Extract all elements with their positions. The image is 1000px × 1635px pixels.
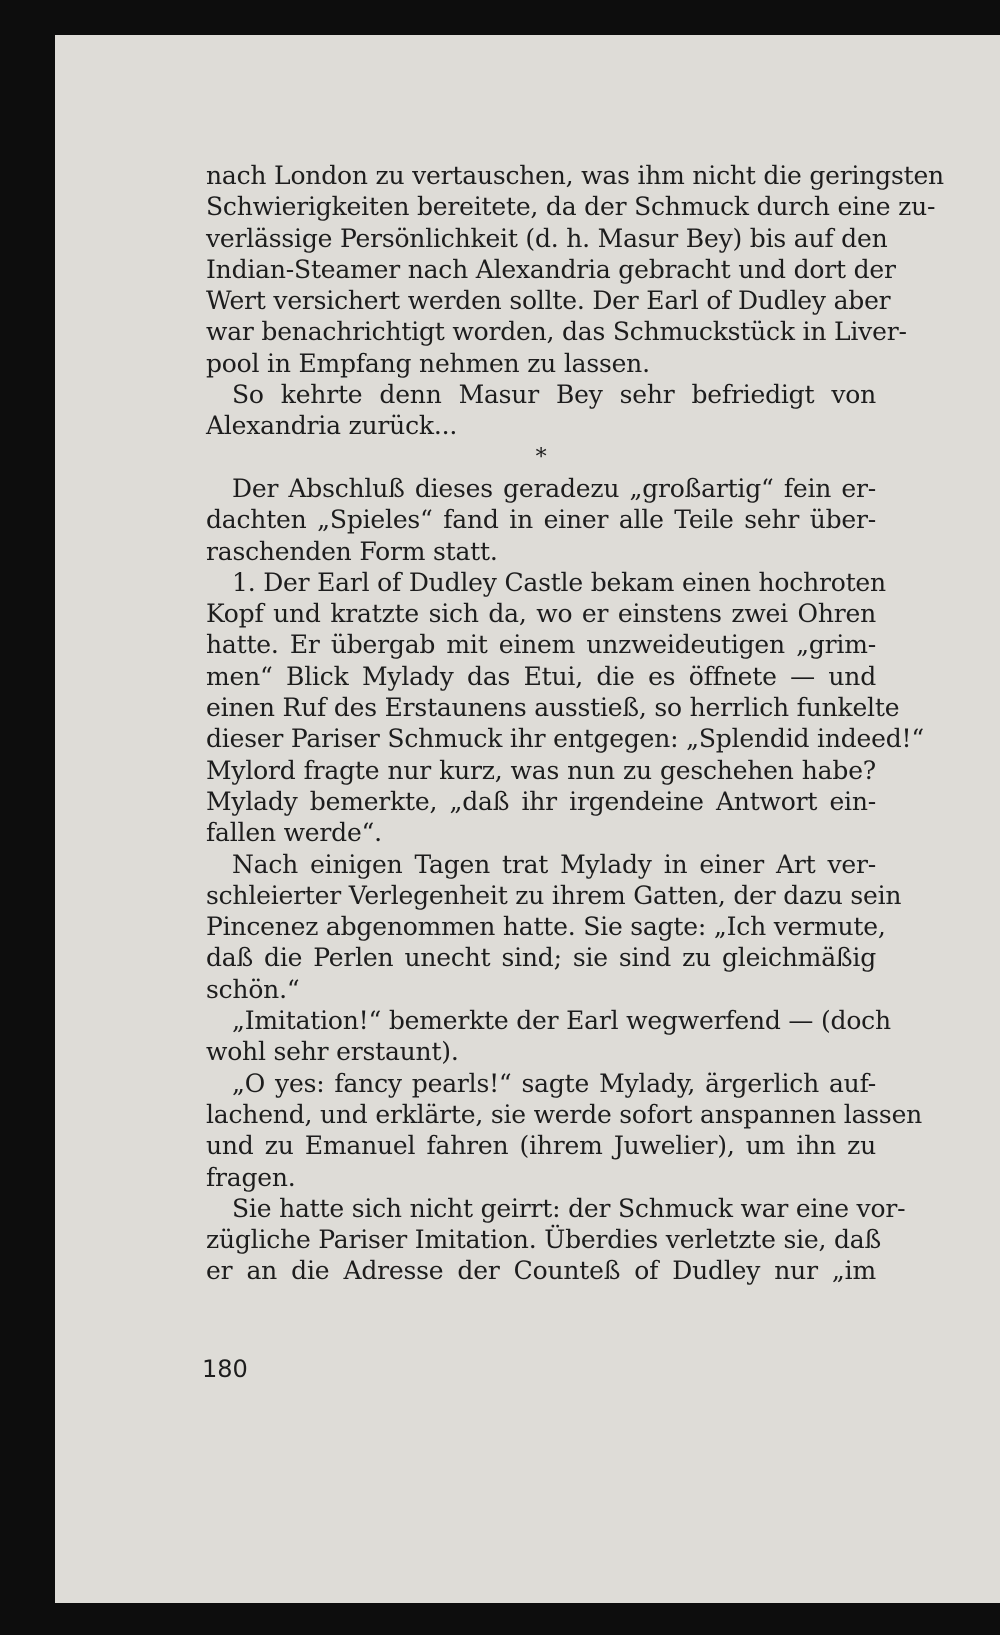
text-line: fragen. <box>206 1162 296 1192</box>
text-line: Mylady bemerkte, „daß ihr irgendeine Antwort ein- <box>206 786 876 816</box>
text-line: „O yes: fancy pearls!“ sagte Mylady, ärgerlich auf- <box>232 1068 876 1098</box>
text-line: Indian-Steamer nach Alexandria gebracht und dort der <box>206 254 896 284</box>
text-line: nach London zu vertauschen, was ihm nicht die geringsten <box>206 161 944 190</box>
text-line: war benachrichtigt worden, das Schmuckstück in Liver- <box>206 317 907 347</box>
text-line: Wert versichert werden sollte. Der Earl of Dudley aber <box>206 286 891 316</box>
text-line: „Imitation!“ bemerkte der Earl wegwerfend — (doch <box>232 1006 891 1036</box>
text-line: schön.“ <box>206 974 300 1004</box>
text-line: er an die Adresse der Counteß of Dudley nur „im <box>206 1256 876 1286</box>
text-line: schleierter Verlegenheit zu ihrem Gatten, der dazu sein <box>206 880 902 910</box>
text-line: dieser Pariser Schmuck ihr entgegen: „Splendid indeed!“ <box>206 724 924 754</box>
text-line: verlässige Persönlichkeit (d. h. Masur Bey) bis auf den <box>206 223 888 253</box>
text-line: So kehrte denn Masur Bey sehr befriedigt von <box>232 380 876 410</box>
text-line: hatte. Er übergab mit einem unzweideutigen „grim- <box>206 630 876 660</box>
text-line: Sie hatte sich nicht geirrt: der Schmuck war eine vor- <box>232 1193 906 1223</box>
text-line: fallen werde“. <box>206 818 382 848</box>
text-line: pool in Empfang nehmen zu lassen. <box>206 348 650 378</box>
body-text <box>206 160 944 1287</box>
text-line: Kopf und kratzte sich da, wo er einstens zwei Ohren <box>206 599 876 629</box>
text-line: Nach einigen Tagen trat Mylady in einer Art ver- <box>232 849 876 879</box>
text-line: raschenden Form statt. <box>206 536 498 566</box>
text-line: 1. Der Earl of Dudley Castle bekam einen hochroten <box>232 567 886 597</box>
section-separator: * <box>535 444 547 470</box>
text-line: wohl sehr erstaunt). <box>206 1037 459 1067</box>
text-line: einen Ruf des Erstaunens ausstieß, so herrlich funkelte <box>206 693 900 723</box>
text-line: Schwierigkeiten bereitete, da der Schmuck durch eine zu- <box>206 192 936 222</box>
text-line: dachten „Spieles“ fand in einer alle Teile sehr über- <box>206 505 876 535</box>
text-line: Pincenez abgenommen hatte. Sie sagte: „Ich vermute, <box>206 912 886 942</box>
text-line: lachend, und erklärte, sie werde sofort anspannen lassen <box>206 1099 923 1129</box>
text-line: zügliche Pariser Imitation. Überdies verletzte sie, daß <box>206 1225 881 1255</box>
text-line: men“ Blick Mylady das Etui, die es öffnete — und <box>206 661 876 691</box>
text-line: Der Abschluß dieses geradezu „großartig“ fein er- <box>232 473 876 503</box>
text-line: daß die Perlen unecht sind; sie sind zu gleichmäßig <box>206 943 876 973</box>
text-line: Alexandria zurück... <box>206 411 458 441</box>
page-number: 180 <box>202 1355 248 1383</box>
text-line: und zu Emanuel fahren (ihrem Juwelier), um ihn zu <box>206 1131 876 1161</box>
text-line: Mylord fragte nur kurz, was nun zu geschehen habe? <box>206 755 876 785</box>
